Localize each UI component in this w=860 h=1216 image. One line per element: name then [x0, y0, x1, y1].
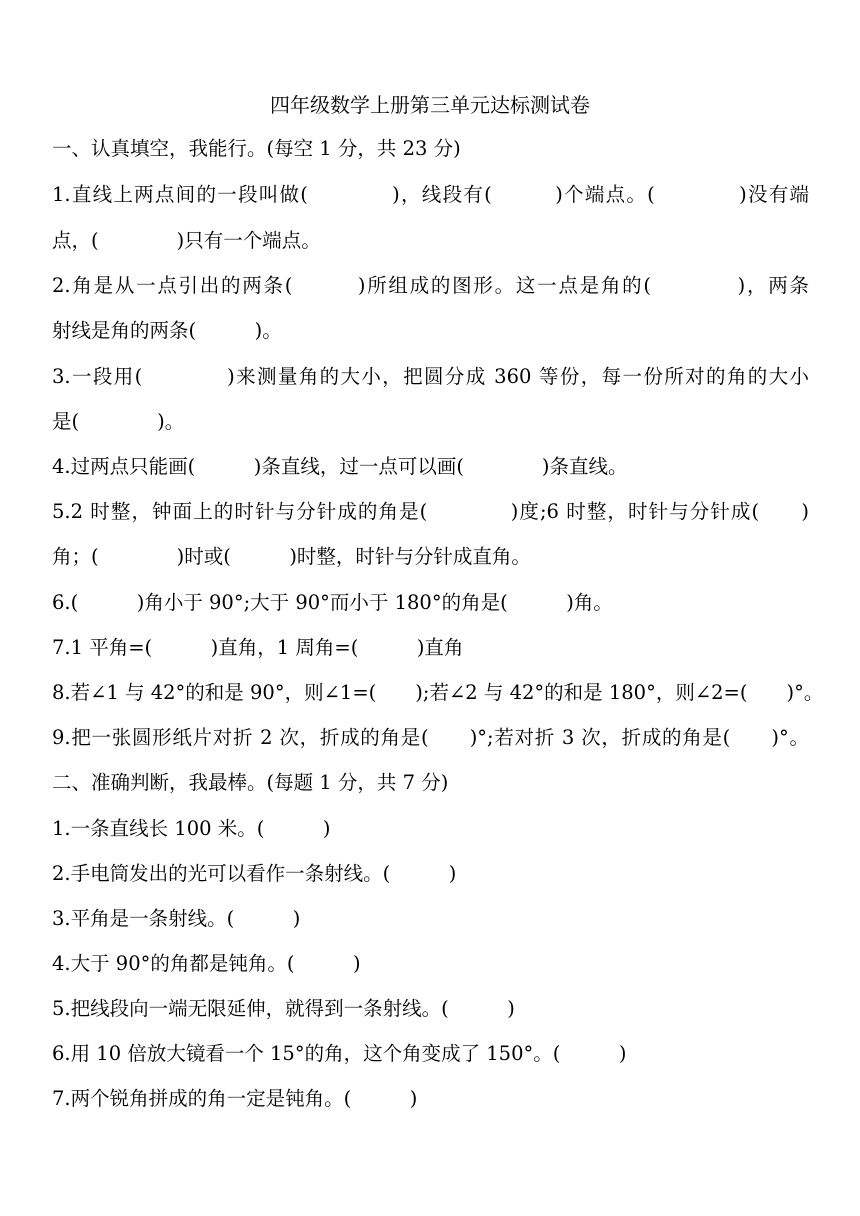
page-title: 四年级数学上册第三单元达标测试卷: [270, 93, 590, 117]
judgement-item: 2.手电筒发出的光可以看作一条射线。( ): [52, 862, 457, 885]
section-heading-true-false: 二、准确判断，我最棒。(每题 1 分，共 7 分): [52, 771, 449, 794]
question-line: 角；( )时或( )时整，时针与分针成直角。: [52, 545, 531, 568]
judgement-item: 1.一条直线长 100 米。( ): [52, 817, 331, 840]
judgement-item: 6.用 10 倍放大镜看一个 15°的角，这个角变成了 150°。( ): [52, 1042, 627, 1065]
question-line: 7.1 平角=( )直角，1 周角=( )直角: [52, 636, 464, 659]
question-line: 4.过两点只能画( )条直线，过一点可以画( )条直线。: [52, 455, 628, 478]
judgement-item: 5.把线段向一端无限延伸，就得到一条射线。( ): [52, 997, 515, 1020]
question-line: 5.2 时整，钟面上的时针与分针成的角是( )度;6 时整，时针与分针成( ): [52, 500, 809, 523]
question-line: 是( )。: [52, 410, 185, 433]
question-line: 8.若∠1 与 42°的和是 90°，则∠1=( );若∠2 与 42°的和是 180°，则∠2=( )°。: [52, 681, 824, 704]
question-line: 3.一段用( )来测量角的大小，把圆分成 360 等份，每一份所对的角的大小: [52, 365, 809, 388]
section-heading-fill-blank: 一、认真填空，我能行。(每空 1 分，共 23 分): [52, 137, 461, 160]
question-line: 9.把一张圆形纸片对折 2 次，折成的角是( )°;若对折 3 次，折成的角是( )°。: [52, 726, 809, 749]
question-line: 1.直线上两点间的一段叫做( )，线段有( )个端点。( )没有端: [52, 183, 809, 206]
question-line: 射线是角的两条( )。: [52, 319, 282, 342]
judgement-item: 7.两个锐角拼成的角一定是钝角。( ): [52, 1087, 418, 1110]
question-line: 点，( )只有一个端点。: [52, 229, 321, 252]
judgement-item: 4.大于 90°的角都是钝角。( ): [52, 952, 361, 975]
question-line: 6.( )角小于 90°;大于 90°而小于 180°的角是( )角。: [52, 591, 613, 614]
judgement-item: 3.平角是一条射线。( ): [52, 907, 301, 930]
question-line: 2.角是从一点引出的两条( )所组成的图形。这一点是角的( )，两条: [52, 274, 809, 297]
